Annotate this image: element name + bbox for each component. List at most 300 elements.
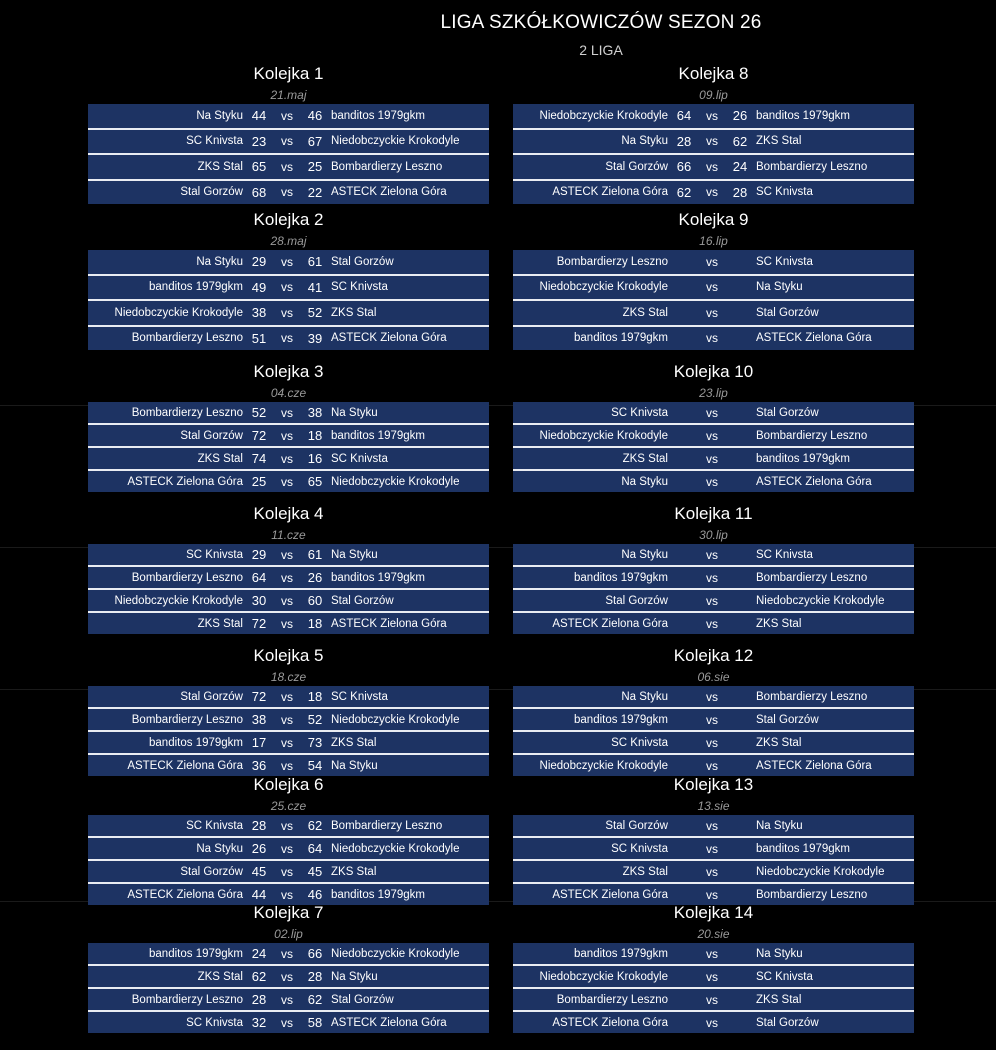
match-row (513, 181, 914, 205)
home-score: 29 (251, 254, 267, 270)
round-date: 06.sie (697, 670, 730, 684)
round-date: 04.cze (270, 386, 307, 400)
home-score: 45 (251, 864, 267, 879)
away-team: Niedobczyckie Krokodyle (331, 842, 460, 855)
match-row (513, 276, 914, 302)
match-row (88, 250, 489, 276)
away-team: Bombardierzy Leszno (756, 160, 868, 173)
round-name: Kolejka 12 (673, 646, 754, 665)
match-row (88, 276, 489, 302)
match-row (88, 104, 489, 130)
away-team: Niedobczyckie Krokodyle (331, 713, 460, 726)
match-list (513, 402, 914, 492)
vs-label: vs (706, 841, 718, 856)
away-team: ASTECK Zielona Góra (756, 332, 872, 345)
away-team: Na Styku (756, 819, 803, 832)
away-team: Na Styku (756, 281, 803, 294)
away-team: SC Knivsta (756, 186, 813, 199)
round-date: 30.lip (699, 528, 728, 542)
away-score: 62 (307, 818, 323, 833)
home-score: 38 (251, 712, 267, 727)
vs-label: vs (281, 735, 293, 750)
home-score: 66 (676, 159, 692, 175)
match-row (88, 686, 489, 709)
home-team: Niedobczyckie Krokodyle (539, 429, 668, 442)
vs-label: vs (281, 841, 293, 856)
vs-label: vs (706, 185, 718, 200)
home-team: SC Knivsta (186, 819, 243, 832)
vs-label: vs (706, 887, 718, 902)
match-list (88, 104, 489, 204)
away-team: banditos 1979gkm (331, 888, 425, 901)
vs-label: vs (281, 185, 293, 200)
away-score: 38 (307, 405, 323, 420)
home-team: Bombardierzy Leszno (556, 255, 668, 268)
away-score: 18 (307, 428, 323, 443)
vs-label: vs (706, 616, 718, 631)
home-team: banditos 1979gkm (574, 571, 668, 584)
away-team: ZKS Stal (756, 993, 802, 1006)
league-subtitle: 2 LIGA (579, 42, 623, 58)
match-row (88, 301, 489, 327)
match-list (88, 943, 489, 1033)
round-name: Kolejka 6 (253, 775, 324, 794)
home-team: Stal Gorzów (605, 160, 668, 173)
match-list (513, 544, 914, 634)
home-score: 64 (251, 570, 267, 585)
round-date: 16.lip (699, 234, 728, 248)
away-score: 28 (307, 969, 323, 984)
round-date: 11.cze (271, 528, 306, 542)
vs-label: vs (281, 547, 293, 562)
away-team: SC Knivsta (756, 970, 813, 983)
round-name: Kolejka 11 (674, 504, 753, 523)
away-team: Bombardierzy Leszno (756, 690, 868, 703)
match-row (513, 989, 914, 1012)
home-team: banditos 1979gkm (149, 947, 243, 960)
match-row (513, 686, 914, 709)
vs-label: vs (706, 134, 718, 149)
round-name: Kolejka 13 (673, 775, 754, 794)
home-score: 26 (251, 841, 267, 856)
match-row (513, 861, 914, 884)
away-score: 18 (307, 616, 323, 631)
match-row (88, 861, 489, 884)
away-team: ASTECK Zielona Góra (331, 617, 447, 630)
round-block (513, 644, 914, 776)
home-team: SC Knivsta (611, 736, 668, 749)
home-team: ASTECK Zielona Góra (552, 617, 668, 630)
vs-label: vs (706, 280, 718, 295)
home-team: Stal Gorzów (180, 865, 243, 878)
away-team: Bombardierzy Leszno (331, 819, 443, 832)
match-list (513, 943, 914, 1033)
home-team: ASTECK Zielona Góra (127, 475, 243, 488)
away-score: 64 (307, 841, 323, 856)
home-score: 30 (251, 593, 267, 608)
away-team: SC Knivsta (756, 255, 813, 268)
away-team: ZKS Stal (756, 736, 802, 749)
away-team: Niedobczyckie Krokodyle (331, 947, 460, 960)
round-date: 21.maj (270, 88, 307, 102)
match-row (513, 402, 914, 425)
vs-label: vs (281, 969, 293, 984)
match-row (88, 425, 489, 448)
round-date: 20.sie (697, 927, 730, 941)
away-team: Na Styku (331, 759, 378, 772)
round-name: Kolejka 2 (253, 210, 324, 229)
vs-label: vs (281, 305, 293, 320)
home-team: ASTECK Zielona Góra (552, 888, 668, 901)
away-score: 18 (307, 689, 323, 704)
away-team: Niedobczyckie Krokodyle (331, 475, 460, 488)
vs-label: vs (281, 254, 293, 269)
home-score: 24 (251, 946, 267, 961)
match-row (513, 590, 914, 613)
home-score: 62 (251, 969, 267, 984)
away-score: 62 (732, 133, 748, 149)
vs-label: vs (281, 689, 293, 704)
round-block (513, 360, 914, 492)
round-block (88, 901, 489, 1033)
match-row (88, 815, 489, 838)
home-team: Niedobczyckie Krokodyle (114, 594, 243, 607)
away-score: 22 (307, 184, 323, 200)
match-row (88, 471, 489, 492)
home-score: 38 (251, 305, 267, 321)
away-team: Stal Gorzów (756, 406, 819, 419)
round-name: Kolejka 8 (678, 64, 749, 83)
match-row (513, 943, 914, 966)
round-name: Kolejka 5 (253, 646, 324, 665)
match-row (88, 943, 489, 966)
away-team: Bombardierzy Leszno (331, 160, 443, 173)
vs-label: vs (281, 570, 293, 585)
home-score: 25 (251, 474, 267, 489)
match-row (513, 838, 914, 861)
home-team: ZKS Stal (622, 452, 668, 465)
round-block (513, 208, 914, 350)
home-team: SC Knivsta (186, 135, 243, 148)
vs-label: vs (706, 712, 718, 727)
away-score: 25 (307, 159, 323, 175)
away-score: 62 (307, 992, 323, 1007)
match-row (513, 250, 914, 276)
home-score: 62 (676, 184, 692, 200)
away-team: Niedobczyckie Krokodyle (756, 865, 885, 878)
vs-label: vs (281, 134, 293, 149)
vs-label: vs (706, 864, 718, 879)
home-team: Stal Gorzów (180, 186, 243, 199)
away-team: Stal Gorzów (756, 306, 819, 319)
home-team: Niedobczyckie Krokodyle (539, 970, 668, 983)
match-row (513, 471, 914, 492)
match-row (513, 966, 914, 989)
home-team: Na Styku (196, 255, 243, 268)
home-team: banditos 1979gkm (574, 713, 668, 726)
vs-label: vs (281, 758, 293, 773)
round-date: 13.sie (697, 799, 730, 813)
home-team: Stal Gorzów (180, 429, 243, 442)
round-name: Kolejka 10 (673, 362, 754, 381)
away-team: ASTECK Zielona Góra (756, 475, 872, 488)
away-team: SC Knivsta (331, 281, 388, 294)
away-score: 28 (732, 184, 748, 200)
away-team: Niedobczyckie Krokodyle (756, 594, 885, 607)
away-team: ZKS Stal (331, 306, 377, 319)
match-row (513, 130, 914, 156)
away-team: banditos 1979gkm (331, 429, 425, 442)
away-team: ZKS Stal (756, 135, 802, 148)
away-team: SC Knivsta (331, 690, 388, 703)
match-row (88, 181, 489, 205)
match-list (513, 104, 914, 204)
vs-label: vs (706, 818, 718, 833)
home-team: Stal Gorzów (605, 819, 668, 832)
home-score: 28 (251, 818, 267, 833)
home-team: Na Styku (196, 109, 243, 122)
home-team: Na Styku (621, 690, 668, 703)
home-score: 64 (676, 108, 692, 124)
round-date: 02.lip (274, 927, 303, 941)
vs-label: vs (281, 712, 293, 727)
round-date: 18.cze (270, 670, 307, 684)
away-team: ASTECK Zielona Góra (331, 186, 447, 199)
away-team: banditos 1979gkm (756, 842, 850, 855)
match-row (88, 130, 489, 156)
match-row (513, 709, 914, 732)
match-row (513, 613, 914, 634)
home-score: 72 (251, 428, 267, 443)
vs-label: vs (706, 735, 718, 750)
vs-label: vs (281, 451, 293, 466)
round-name: Kolejka 4 (253, 504, 324, 523)
away-score: 45 (307, 864, 323, 879)
match-row (88, 155, 489, 181)
match-row (513, 327, 914, 351)
vs-label: vs (281, 159, 293, 174)
home-score: 72 (251, 616, 267, 631)
round-block (513, 502, 914, 634)
home-team: banditos 1979gkm (149, 281, 243, 294)
match-row (513, 1012, 914, 1033)
match-row (88, 613, 489, 634)
match-list (88, 250, 489, 350)
away-team: ASTECK Zielona Góra (756, 759, 872, 772)
vs-label: vs (706, 992, 718, 1007)
home-team: banditos 1979gkm (574, 947, 668, 960)
vs-label: vs (281, 887, 293, 902)
match-row (513, 155, 914, 181)
home-score: 52 (251, 405, 267, 420)
home-score: 17 (251, 735, 267, 750)
vs-label: vs (281, 474, 293, 489)
round-name: Kolejka 3 (253, 362, 324, 381)
home-team: Niedobczyckie Krokodyle (539, 759, 668, 772)
away-score: 65 (307, 474, 323, 489)
match-list (88, 686, 489, 776)
home-team: Niedobczyckie Krokodyle (539, 281, 668, 294)
match-row (513, 104, 914, 130)
away-team: Na Styku (756, 947, 803, 960)
vs-label: vs (281, 331, 293, 346)
match-list (513, 250, 914, 350)
match-row (88, 544, 489, 567)
round-block (88, 208, 489, 350)
match-list (513, 686, 914, 776)
away-score: 41 (307, 279, 323, 295)
away-score: 61 (307, 547, 323, 562)
away-team: Stal Gorzów (331, 993, 394, 1006)
home-team: Stal Gorzów (180, 690, 243, 703)
match-row (88, 590, 489, 613)
match-row (88, 402, 489, 425)
match-row (513, 815, 914, 838)
home-team: ZKS Stal (197, 160, 243, 173)
match-row (88, 838, 489, 861)
match-row (513, 732, 914, 755)
home-team: Stal Gorzów (605, 594, 668, 607)
home-score: 68 (251, 184, 267, 200)
vs-label: vs (281, 280, 293, 295)
home-score: 28 (676, 133, 692, 149)
home-score: 51 (251, 330, 267, 346)
home-team: SC Knivsta (186, 548, 243, 561)
away-team: Na Styku (331, 406, 378, 419)
away-team: SC Knivsta (756, 548, 813, 561)
away-team: banditos 1979gkm (331, 109, 425, 122)
vs-label: vs (706, 946, 718, 961)
home-team: ZKS Stal (197, 452, 243, 465)
match-row (513, 544, 914, 567)
home-team: ASTECK Zielona Góra (127, 759, 243, 772)
away-team: Stal Gorzów (756, 713, 819, 726)
away-score: 67 (307, 133, 323, 149)
round-block (88, 644, 489, 776)
home-score: 49 (251, 279, 267, 295)
home-team: SC Knivsta (611, 842, 668, 855)
match-row (513, 425, 914, 448)
match-list (88, 402, 489, 492)
vs-label: vs (281, 405, 293, 420)
away-score: 54 (307, 758, 323, 773)
home-team: Na Styku (196, 842, 243, 855)
away-score: 52 (307, 305, 323, 321)
away-team: banditos 1979gkm (756, 452, 850, 465)
away-team: banditos 1979gkm (756, 109, 850, 122)
round-block (513, 901, 914, 1033)
vs-label: vs (706, 474, 718, 489)
vs-label: vs (706, 593, 718, 608)
away-team: Stal Gorzów (331, 594, 394, 607)
round-block (88, 62, 489, 204)
away-team: Bombardierzy Leszno (756, 888, 868, 901)
home-score: 32 (251, 1015, 267, 1030)
match-list (88, 815, 489, 905)
away-team: ZKS Stal (756, 617, 802, 630)
home-team: Na Styku (621, 475, 668, 488)
vs-label: vs (281, 818, 293, 833)
round-date: 23.lip (699, 386, 728, 400)
away-team: Bombardierzy Leszno (756, 571, 868, 584)
away-score: 26 (732, 108, 748, 124)
vs-label: vs (281, 864, 293, 879)
away-team: ZKS Stal (331, 865, 377, 878)
round-block (513, 773, 914, 905)
match-row (88, 1012, 489, 1033)
match-row (513, 567, 914, 590)
away-score: 52 (307, 712, 323, 727)
away-team: ASTECK Zielona Góra (331, 1016, 447, 1029)
vs-label: vs (281, 108, 293, 123)
match-row (513, 301, 914, 327)
match-row (88, 989, 489, 1012)
away-score: 61 (307, 254, 323, 270)
away-score: 24 (732, 159, 748, 175)
round-block (88, 502, 489, 634)
home-team: Na Styku (621, 135, 668, 148)
home-score: 44 (251, 108, 267, 124)
round-block (88, 773, 489, 905)
away-score: 60 (307, 593, 323, 608)
away-team: ZKS Stal (331, 736, 377, 749)
home-score: 74 (251, 451, 267, 466)
away-team: Niedobczyckie Krokodyle (331, 135, 460, 148)
match-list (88, 544, 489, 634)
vs-label: vs (706, 969, 718, 984)
home-team: banditos 1979gkm (149, 736, 243, 749)
page-title: LIGA SZKÓŁKOWICZÓW SEZON 26 (440, 12, 762, 33)
away-score: 73 (307, 735, 323, 750)
vs-label: vs (281, 992, 293, 1007)
home-team: Na Styku (621, 548, 668, 561)
match-row (88, 732, 489, 755)
vs-label: vs (706, 547, 718, 562)
away-team: banditos 1979gkm (331, 571, 425, 584)
away-team: Bombardierzy Leszno (756, 429, 868, 442)
match-row (88, 709, 489, 732)
vs-label: vs (706, 689, 718, 704)
away-score: 46 (307, 887, 323, 902)
home-team: Bombardierzy Leszno (131, 332, 243, 345)
vs-label: vs (706, 758, 718, 773)
away-team: Stal Gorzów (756, 1016, 819, 1029)
vs-label: vs (706, 405, 718, 420)
home-team: ZKS Stal (622, 865, 668, 878)
home-score: 36 (251, 758, 267, 773)
home-team: ASTECK Zielona Góra (552, 186, 668, 199)
home-team: ZKS Stal (197, 970, 243, 983)
vs-label: vs (281, 593, 293, 608)
home-team: Bombardierzy Leszno (131, 713, 243, 726)
home-score: 72 (251, 689, 267, 704)
home-score: 23 (251, 133, 267, 149)
match-row (88, 966, 489, 989)
home-team: Niedobczyckie Krokodyle (539, 109, 668, 122)
home-team: Bombardierzy Leszno (556, 993, 668, 1006)
round-name: Kolejka 1 (253, 64, 324, 83)
home-team: ASTECK Zielona Góra (552, 1016, 668, 1029)
match-row (88, 327, 489, 351)
home-team: banditos 1979gkm (574, 332, 668, 345)
round-date: 09.lip (699, 88, 728, 102)
home-score: 28 (251, 992, 267, 1007)
vs-label: vs (281, 428, 293, 443)
vs-label: vs (281, 946, 293, 961)
away-team: Stal Gorzów (331, 255, 394, 268)
home-score: 44 (251, 887, 267, 902)
home-score: 65 (251, 159, 267, 175)
